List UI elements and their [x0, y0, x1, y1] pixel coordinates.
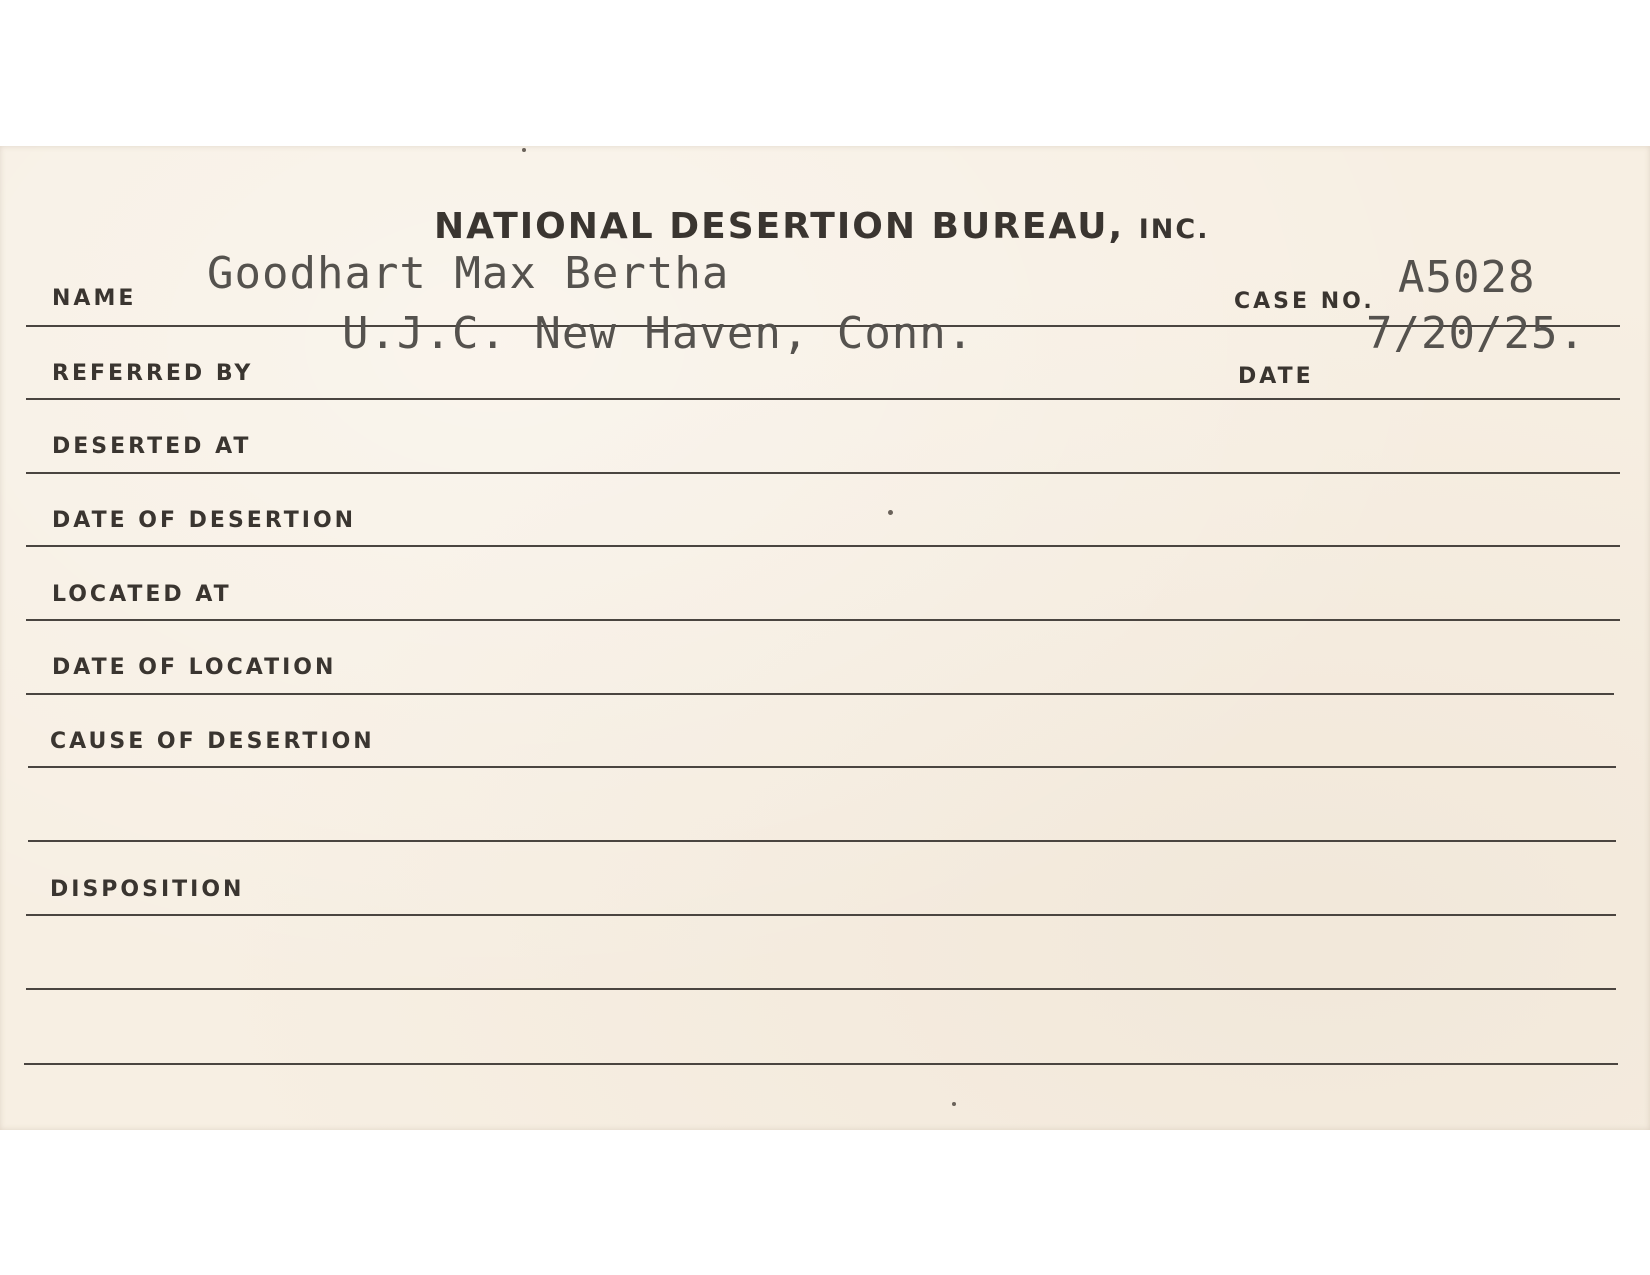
card-title	[434, 206, 1209, 247]
card-title-suffix: INC.	[1138, 214, 1210, 245]
located-at-rule	[26, 619, 1620, 621]
cause-of-desertion-rule	[28, 766, 1616, 768]
referred-by-label: REFERRED BY	[52, 361, 254, 386]
name-label: NAME	[52, 286, 137, 311]
deserted-at-label: DESERTED AT	[52, 434, 252, 459]
paper-speck	[888, 510, 893, 515]
deserted-at-rule	[26, 472, 1620, 474]
paper-speck	[522, 148, 526, 152]
located-at-label: LOCATED AT	[52, 582, 232, 607]
card-title-main: NATIONAL DESERTION BUREAU,	[434, 206, 1125, 247]
date-of-location-rule	[26, 693, 1614, 695]
blank-rule-2	[26, 988, 1616, 990]
date-value: 7/20/25.	[1366, 308, 1586, 359]
date-of-desertion-rule	[26, 545, 1620, 547]
date-label: DATE	[1238, 364, 1314, 389]
referred-by-value: U.J.C. New Haven, Conn.	[342, 308, 975, 359]
paper-speck	[952, 1102, 956, 1106]
name-value: Goodhart Max Bertha	[207, 248, 730, 299]
blank-rule-3	[24, 1063, 1618, 1065]
blank-rule-1	[28, 840, 1616, 842]
disposition-rule	[26, 914, 1616, 916]
disposition-label: DISPOSITION	[50, 877, 245, 902]
cause-of-desertion-label: CAUSE OF DESERTION	[50, 729, 375, 754]
case-no-value: A5028	[1398, 252, 1536, 303]
date-of-desertion-label: DATE OF DESERTION	[52, 508, 357, 533]
date-of-location-label: DATE OF LOCATION	[52, 655, 337, 680]
case-no-label: CASE NO.	[1234, 289, 1375, 314]
referred-by-rule	[26, 398, 1620, 400]
